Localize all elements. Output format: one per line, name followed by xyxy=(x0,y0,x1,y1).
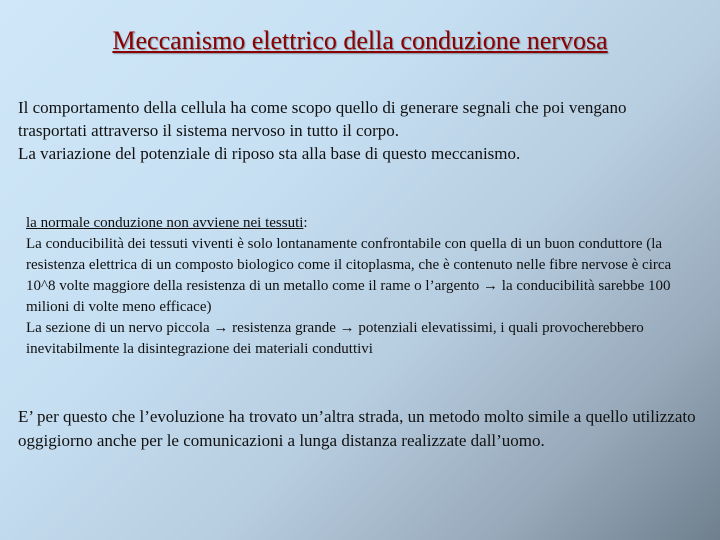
detail-paragraph-1: La conducibilità dei tessuti viventi è solo lontanamente confrontabile con quella di un buon conduttore (la resistenza elettrica di un composto biologico come il citoplasma, che è contenuto nelle fibre nervose è circa 10^8 volte maggiore della resistenza di un metallo come il rame o l’argento → la conducibilità sarebbe 100 milioni di volte meno efficace) xyxy=(26,236,672,315)
intro-block xyxy=(18,96,698,165)
detail-heading: la normale conduzione non avviene nei tessuti xyxy=(26,215,304,231)
slide-title: Meccanismo elettrico della conduzione nervosa xyxy=(112,26,608,55)
intro-line-1: Il comportamento della cellula ha come scopo quello di generare segnali che poi vengano trasportati attraverso il sistema nervoso in tutto il corpo. xyxy=(18,98,627,140)
detail-heading-suffix: : xyxy=(303,215,308,231)
conclusion-paragraph: E’ per questo che l’evoluzione ha trovato un’altra strada, un metodo molto simile a quello utilizzato oggigiorno anche per le comunicazioni a lunga distanza realizzate dall’uomo. xyxy=(18,407,696,450)
detail-paragraph-2: La sezione di un nervo piccola → resistenza grande → potenziali elevatissimi, i quali provocherebbero inevitabilmente la disintegrazione dei materiali conduttivi xyxy=(26,320,644,357)
intro-line-2: La variazione del potenziale di riposo sta alla base di questo meccanismo. xyxy=(18,144,521,163)
detail-heading-line xyxy=(26,213,696,234)
detail-block xyxy=(26,213,696,360)
